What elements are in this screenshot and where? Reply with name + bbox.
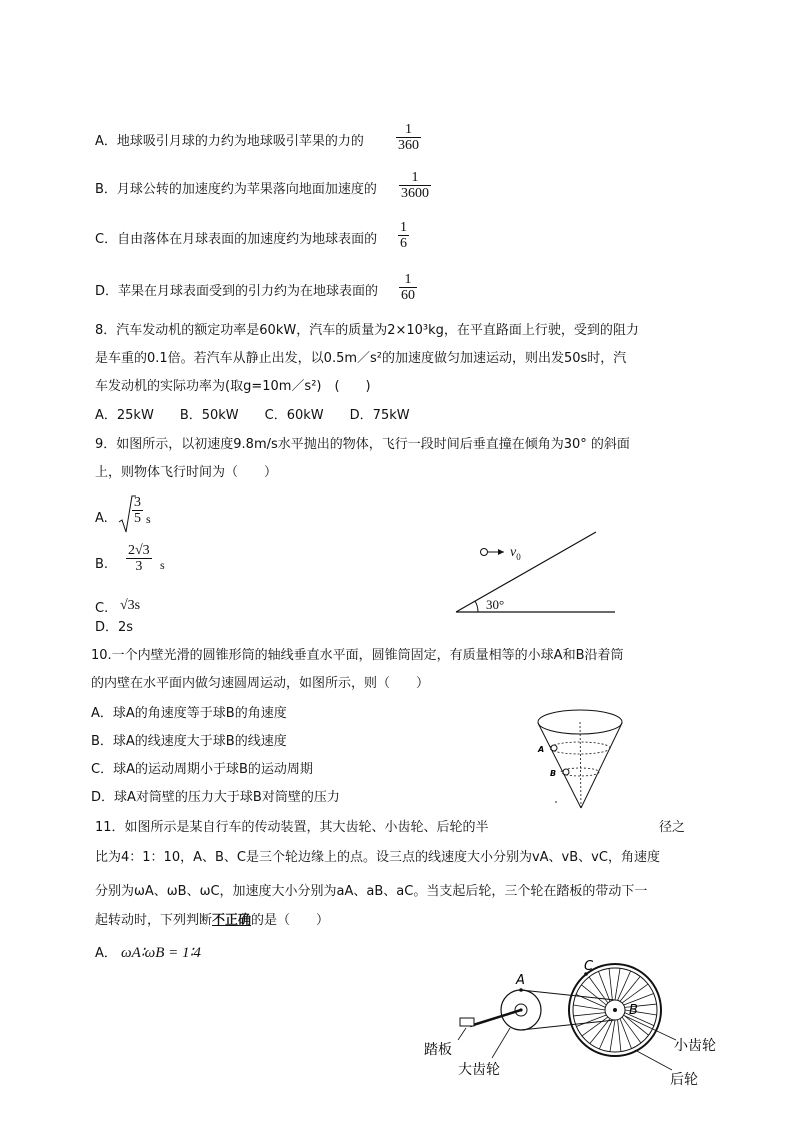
q10-option-d: D．球A对筒壁的压力大于球B对筒壁的压力 — [91, 790, 340, 805]
angle-arc — [475, 601, 478, 612]
q11-line-4-underlined: 不正确 — [212, 913, 252, 928]
fig-label-a: A — [516, 973, 525, 988]
q9-fig-velocity-label — [510, 545, 521, 562]
ball-b — [563, 769, 569, 775]
q11-line-3: 分别为ωA、ωB、ωC，加速度大小分别为aA、aB、aC。当支起后轮，三个轮在踏板的带动下一 — [95, 884, 648, 899]
dot-mark — [555, 801, 557, 803]
rear-axle — [613, 1008, 617, 1012]
q8-line-2: 是车重的0.1倍。若汽车从静止出发，以0.5m／s²的加速度做匀加速运动，则出发50s时，汽 — [95, 351, 627, 366]
spoke — [620, 1019, 631, 1049]
q10-option-a: A．球A的角速度等于球B的角速度 — [91, 706, 287, 721]
q11-line-2: 比为4：1：10，A、B、C是三个轮边缘上的点。设三点的线速度大小分别为vA、vB、vC，角速度 — [95, 850, 660, 865]
q11-line-4 — [95, 913, 329, 929]
spoke — [618, 1020, 621, 1052]
q9-option-d: D．2s — [95, 620, 134, 635]
q8-options: A．25kW B．50kW C．60kW D．75kW — [95, 408, 410, 423]
q10-line-1: 10.一个内壁光滑的圆锥形筒的轴线垂直水平面，圆锥筒固定，有质量相等的小球A和B沿着筒 — [91, 648, 624, 663]
q9-option-b-label: B. — [95, 557, 109, 572]
big-gear-leader — [492, 1028, 510, 1058]
spoke — [615, 968, 620, 1000]
q7-option-c-fraction — [398, 220, 409, 252]
q7-option-b-text: B．月球公转的加速度约为苹果落向地面加速度的 — [95, 182, 377, 197]
spoke — [599, 971, 610, 1001]
velocity-arrowhead — [498, 549, 504, 555]
spoke — [576, 1015, 606, 1026]
q7-option-d-text: D．苹果在月球表面受到的引力约为在地球表面的 — [95, 284, 379, 299]
q9-option-a-label: A. — [95, 511, 108, 526]
q9-option-b-unit: s — [160, 558, 165, 572]
q8-line-1: 8．汽车发动机的额定功率是60kW，汽车的质量为2×10³kg，在平直路面上行驶，受到的阻力 — [95, 323, 639, 338]
q9-line-2: 上，则物体飞行时间为（ ） — [95, 465, 278, 480]
q11-line-4-post: 的是（ ） — [251, 913, 330, 928]
incline-line — [456, 532, 596, 612]
cone-axis — [580, 722, 581, 808]
q7-c-denominator: 6 — [400, 236, 407, 251]
cone-label-a: A — [538, 745, 545, 754]
q9-option-a-fraction — [132, 495, 143, 527]
fig-label-small-gear: 小齿轮 — [674, 1038, 716, 1054]
q9-line-1: 9．如图所示，以初速度9.8m/s水平抛出的物体，飞行一段时间后垂直撞在倾角为30° 的斜面 — [95, 437, 630, 452]
pedal-leader — [458, 1028, 466, 1040]
q9-incline-figure — [450, 528, 620, 618]
fig-label-b: B — [629, 1003, 638, 1018]
q7-option-b-fraction — [399, 170, 431, 202]
q8-line-3: 车发动机的实际功率为(取g=10m／s²) ( ) — [95, 379, 371, 394]
q9-a-denominator: 5 — [134, 511, 141, 526]
rear-wheel-leader — [635, 1050, 672, 1070]
fig-label-rear-wheel: 后轮 — [670, 1072, 698, 1088]
q11-line-4-pre: 起转动时，下列判断 — [95, 913, 213, 928]
v-symbol: v — [510, 545, 517, 560]
spoke — [573, 1013, 605, 1016]
v-subscript: 0 — [516, 551, 521, 562]
fig-label-c: C — [584, 959, 594, 974]
q7-option-d-fraction — [399, 272, 417, 304]
q7-d-numerator: 1 — [404, 272, 412, 287]
q10-option-b: B．球A的线速度大于球B的线速度 — [91, 734, 287, 749]
spoke — [573, 1005, 605, 1010]
cone-label-b: B — [550, 769, 557, 778]
q9-option-c-label: C. — [95, 601, 109, 616]
q9-b-denominator: 3 — [126, 558, 152, 575]
spoke — [609, 968, 612, 1000]
q10-cone-figure — [530, 706, 630, 810]
q7-b-denominator: 3600 — [401, 186, 429, 201]
q7-option-c-text: C．自由落体在月球表面的加速度约为地球表面的 — [95, 232, 378, 247]
fig-label-big-gear: 大齿轮 — [458, 1062, 500, 1078]
q10-line-2: 的内壁在水平面内做匀速圆周运动，如图所示，则（ ） — [91, 676, 430, 691]
q9-option-a-unit: s — [146, 512, 151, 526]
q11-option-a-expression: ωA∶ωB = 1∶4 — [121, 945, 201, 961]
q10-option-c: C．球A的运动周期小于球B的运动周期 — [91, 762, 313, 777]
q7-a-numerator: 1 — [405, 122, 412, 137]
q7-a-denominator: 360 — [398, 138, 419, 153]
q9-fig-angle-label: 30° — [486, 597, 505, 612]
projectile-ball — [481, 549, 488, 556]
cone-left-side — [538, 723, 581, 808]
point-a — [519, 988, 523, 992]
q9-option-b-fraction — [126, 543, 152, 575]
small-gear-leader — [625, 1016, 676, 1040]
crank-arm — [470, 1010, 521, 1026]
q9-a-numerator: 3 — [134, 495, 141, 510]
q11-line-1a: 11．如图所示是某自行车的传动装置，其大齿轮、小齿轮、后轮的半 — [95, 820, 489, 835]
fig-label-pedal: 踏板 — [424, 1042, 452, 1058]
q7-option-a-text: A．地球吸引月球的力约为地球吸引苹果的力的 — [95, 134, 364, 149]
pedal-shape — [460, 1018, 474, 1026]
q11-option-a-label: A． — [95, 946, 117, 961]
q7-option-a-fraction — [396, 122, 421, 154]
q9-b-numerator: 2√3 — [128, 543, 150, 558]
cone-right-side — [581, 723, 622, 808]
q7-c-numerator: 1 — [400, 220, 407, 235]
q11-bicycle-figure — [420, 958, 730, 1088]
ball-a — [551, 745, 557, 751]
q7-d-denominator: 60 — [401, 288, 415, 303]
q7-b-numerator: 1 — [411, 170, 419, 185]
spoke — [610, 1020, 615, 1052]
q11-line-1b: 径之 — [659, 820, 686, 835]
q9-option-c-value: √3s — [120, 598, 141, 613]
